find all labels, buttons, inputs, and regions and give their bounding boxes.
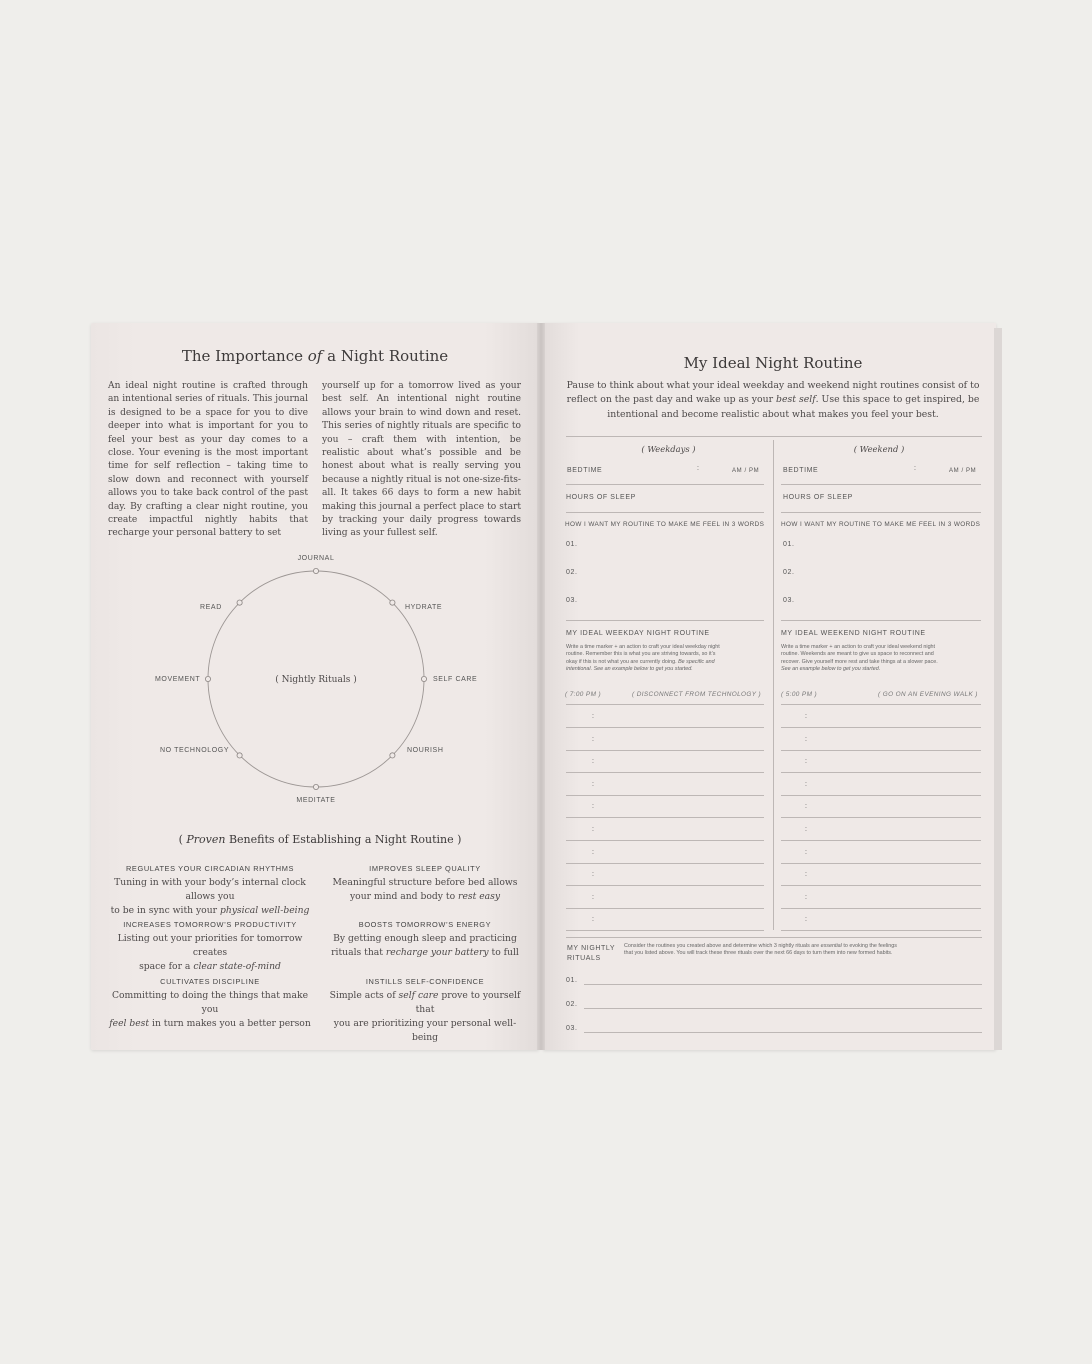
- benefit-confidence: [321, 977, 529, 1045]
- weekend-bedtime-line[interactable]: [781, 484, 981, 485]
- column-divider: [773, 440, 774, 930]
- row-colon: :: [592, 781, 594, 788]
- benefit-text: Listing out your priorities for tomorrow creates space for a clear state-of-mind: [117, 933, 303, 972]
- row-colon: :: [805, 803, 807, 810]
- benefit-sleep-quality: [321, 864, 529, 904]
- routine-row-line[interactable]: [781, 840, 981, 841]
- example-line: [781, 704, 981, 705]
- routine-row-line[interactable]: [781, 750, 981, 751]
- benefit-heading: REGULATES YOUR CIRCADIAN RHYTHMS: [126, 864, 294, 873]
- routine-row-line[interactable]: [566, 750, 764, 751]
- routine-row-line[interactable]: [781, 795, 981, 796]
- routine-row-line[interactable]: [781, 863, 981, 864]
- routine-row-line[interactable]: [781, 930, 981, 931]
- wheel-label-nourish: NOURISH: [407, 747, 444, 754]
- weekday-routine-label: MY IDEAL WEEKDAY NIGHT ROUTINE: [566, 630, 710, 637]
- right-page: [543, 323, 996, 1050]
- row-colon: :: [592, 849, 594, 856]
- routine-row-line[interactable]: [781, 817, 981, 818]
- wheel-label-meditate: MEDITATE: [296, 797, 336, 804]
- wheel-node-read: [237, 600, 242, 605]
- wheel-label-hydrate: HYDRATE: [405, 604, 443, 611]
- row-colon: :: [805, 871, 807, 878]
- routine-row-line[interactable]: [566, 772, 764, 773]
- weekday-example-action: ( DISCONNECT FROM TECHNOLOGY ): [632, 691, 762, 698]
- right-intro: Pause to think about what your ideal weekday and weekend night routines consist of to reflect on the past day and wake up as your best self. Use this space to get inspired, be intentional and become realistic about what makes you feel your best.: [566, 380, 980, 420]
- benefits-title: ( Proven Benefits of Establishing a Night Routine ): [178, 833, 462, 846]
- routine-row-line[interactable]: [566, 817, 764, 818]
- benefit-energy: [321, 920, 529, 960]
- row-colon: :: [592, 803, 594, 810]
- row-colon: :: [592, 713, 594, 720]
- row-colon: :: [592, 916, 594, 923]
- ritual-03-line[interactable]: [584, 1032, 982, 1033]
- routine-row-line[interactable]: [566, 930, 764, 931]
- weekend-word-03: 03.: [783, 597, 795, 604]
- wheel-node-hydrate: [390, 600, 395, 605]
- ritual-02-label: 02.: [566, 1001, 578, 1008]
- right-page-title: My Ideal Night Routine: [683, 354, 863, 372]
- weekday-ampm: AM / PM: [732, 468, 760, 474]
- row-colon: :: [805, 713, 807, 720]
- weekday-bedtime-colon: :: [697, 465, 699, 472]
- wheel-center-label: ( Nightly Rituals ): [275, 675, 357, 685]
- routine-row-line[interactable]: [781, 908, 981, 909]
- benefit-heading: INSTILLS SELF-CONFIDENCE: [365, 977, 485, 986]
- benefit-text: Simple acts of self care prove to yourself that you are prioritizing your personal well-being: [329, 990, 521, 1043]
- benefit-text: Meaningful structure before bed allows your mind and body to rest easy: [332, 877, 518, 902]
- wheel-node-self-care: [421, 676, 426, 681]
- benefit-heading: BOOSTS TOMORROW’S ENERGY: [358, 920, 492, 929]
- left-page-title: The Importance of a Night Routine: [181, 347, 449, 365]
- routine-row-line[interactable]: [566, 795, 764, 796]
- row-colon: :: [805, 849, 807, 856]
- routine-row-line[interactable]: [566, 885, 764, 886]
- weekend-heading: ( Weekend ): [853, 444, 905, 454]
- routine-row-line[interactable]: [781, 727, 981, 728]
- benefit-heading: INCREASES TOMORROW’S PRODUCTIVITY: [123, 920, 297, 929]
- wheel-node-nourish: [390, 753, 395, 758]
- weekend-routine-label: MY IDEAL WEEKEND NIGHT ROUTINE: [781, 630, 926, 637]
- benefit-text: Committing to doing the things that make you feel best in turn makes you a better person: [109, 990, 311, 1029]
- row-colon: :: [805, 736, 807, 743]
- weekday-bedtime-label: BEDTIME: [567, 467, 603, 474]
- routine-row-line[interactable]: [781, 772, 981, 773]
- weekend-hours-label: HOURS OF SLEEP: [783, 494, 853, 501]
- weekend-hours-line[interactable]: [781, 512, 981, 513]
- wheel-node-no-technology: [237, 753, 242, 758]
- wheel-node-movement: [205, 676, 210, 681]
- wheel-label-journal: JOURNAL: [297, 555, 335, 562]
- routine-row-line[interactable]: [566, 863, 764, 864]
- benefit-productivity: [106, 920, 314, 974]
- benefit-text: By getting enough sleep and practicing rituals that recharge your battery to full: [331, 933, 519, 958]
- row-colon: :: [592, 894, 594, 901]
- ritual-01-label: 01.: [566, 977, 578, 984]
- ritual-03-label: 03.: [566, 1025, 578, 1032]
- weekend-bedtime-label: BEDTIME: [783, 467, 819, 474]
- row-colon: :: [805, 781, 807, 788]
- benefit-text: Tuning in with your body’s internal clock allows you to be in sync with your physical well-being: [110, 877, 310, 916]
- wheel-label-read: READ: [200, 604, 222, 611]
- wheel-label-self-care: SELF CARE: [433, 676, 478, 683]
- intro-column-1: An ideal night routine is crafted through an intentional series of rituals. This journal is designed to be a space for you to dive deeper into what is important for you to feel your best as your day comes to a close. Your evening is the most important time for self reflection – taking time to slow down and reconnect with yourself allows you to take back control of the past day. By crafting a clear night routine, you create impactful nightly habits that recharge your personal battery to set: [108, 381, 308, 539]
- benefit-heading: CULTIVATES DISCIPLINE: [160, 977, 260, 986]
- weekday-routine-help: Write a time marker + an action to craft your ideal weekday night routine. Remember this is what you are striving towards, so it’s okay if this is not what you are currently doing. Be specific and intentional. See an example below to get you started.: [566, 644, 720, 673]
- page-edge: [994, 328, 1002, 1050]
- weekend-example-action: ( GO ON AN EVENING WALK ): [878, 691, 978, 698]
- weekend-example-time: ( 5:00 PM ): [781, 691, 818, 698]
- row-colon: :: [592, 758, 594, 765]
- weekday-example-time: ( 7:00 PM ): [565, 691, 602, 698]
- row-colon: :: [592, 736, 594, 743]
- ritual-02-line[interactable]: [584, 1008, 982, 1009]
- weekend-feel-label: HOW I WANT MY ROUTINE TO MAKE ME FEEL IN 3 WORDS: [781, 521, 981, 528]
- wheel-node-meditate: [313, 784, 318, 789]
- weekday-word-01: 01.: [566, 541, 578, 548]
- row-colon: :: [805, 758, 807, 765]
- benefit-circadian: [106, 864, 314, 918]
- wheel-label-no-technology: NO TECHNOLOGY: [160, 747, 230, 754]
- example-line: [566, 704, 764, 705]
- weekday-bedtime-line[interactable]: [566, 484, 764, 485]
- row-colon: :: [805, 894, 807, 901]
- book-gutter: [537, 323, 545, 1050]
- weekend-routine-help: Write a time marker + an action to craft your ideal weekend night routine. Weekends are meant to give us space to reconnect and recover. Give yourself more rest and take things at a slower pace. See an example below to get you started.: [781, 644, 938, 673]
- row-colon: :: [805, 826, 807, 833]
- weekday-word-02: 02.: [566, 569, 578, 576]
- weekend-bedtime-colon: :: [914, 465, 916, 472]
- row-colon: :: [805, 916, 807, 923]
- benefit-heading: IMPROVES SLEEP QUALITY: [369, 864, 481, 873]
- routine-row-line[interactable]: [781, 885, 981, 886]
- routine-row-line[interactable]: [566, 908, 764, 909]
- row-colon: :: [592, 826, 594, 833]
- wheel-label-movement: MOVEMENT: [155, 676, 201, 683]
- weekend-ampm: AM / PM: [949, 468, 977, 474]
- nightly-rituals-label: MY NIGHTLY RITUALS: [567, 945, 616, 962]
- benefit-discipline: [106, 977, 314, 1031]
- ritual-01-line[interactable]: [584, 984, 982, 985]
- divider: [781, 620, 981, 621]
- row-colon: :: [592, 871, 594, 878]
- routine-row-line[interactable]: [566, 840, 764, 841]
- weekday-hours-label: HOURS OF SLEEP: [566, 494, 636, 501]
- wheel-node-journal: [313, 568, 318, 573]
- divider: [566, 436, 982, 437]
- divider: [566, 937, 982, 938]
- weekday-feel-label: HOW I WANT MY ROUTINE TO MAKE ME FEEL IN 3 WORDS: [565, 521, 765, 528]
- divider: [566, 620, 764, 621]
- weekend-word-01: 01.: [783, 541, 795, 548]
- intro-column-2: yourself up for a tomorrow lived as your best self. An intentional night routine allows your brain to wind down and reset. This series of nightly rituals are specific to you – craft them with intention, be realistic about what’s possible and be honest about what is really serving you because a nightly ritual is not one-size-fits-all. It takes 66 days to form a new habit making this journal a perfect place to start by tracking your daily progress towards living as your fullest self.: [322, 381, 521, 539]
- routine-row-line[interactable]: [566, 727, 764, 728]
- weekday-hours-line[interactable]: [566, 512, 764, 513]
- weekdays-heading: ( Weekdays ): [641, 444, 696, 454]
- nightly-rituals-help: Consider the routines you created above and determine which 3 nightly rituals are essential to evoking the feelings that you listed above. You will track these three rituals over the next 66 days to turn them into new formed habits.: [624, 943, 898, 957]
- weekday-word-03: 03.: [566, 597, 578, 604]
- weekend-word-02: 02.: [783, 569, 795, 576]
